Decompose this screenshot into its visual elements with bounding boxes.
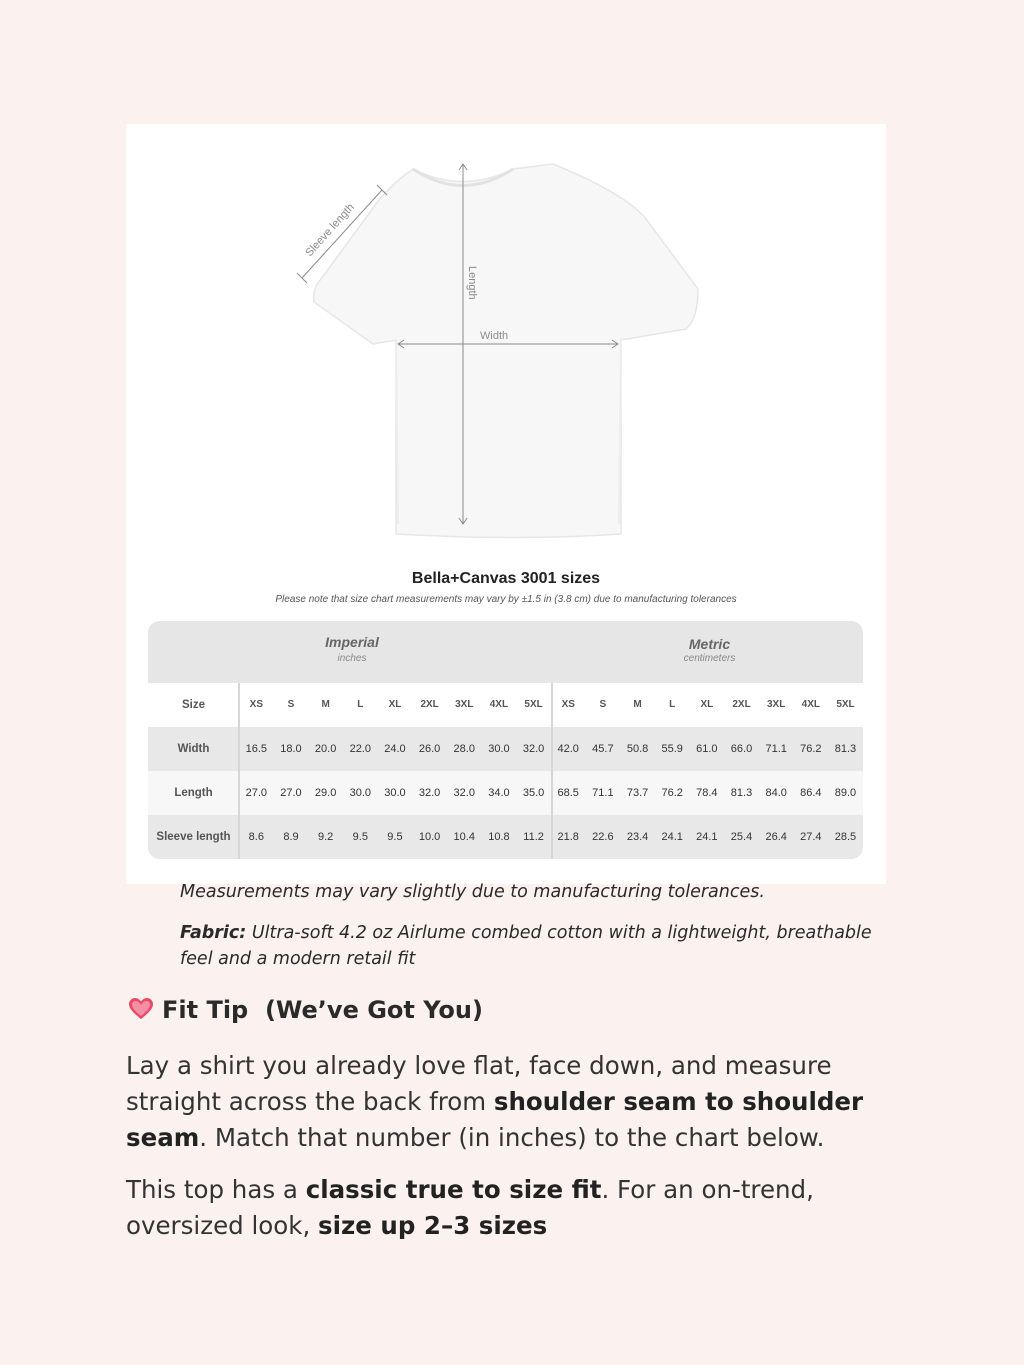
table-cell: 89.0	[834, 787, 857, 799]
table-cell: 32.0	[418, 787, 441, 799]
size-header-row	[148, 683, 863, 727]
table-cell: 10.4	[453, 831, 475, 843]
chart-note: Please note that size chart measurements may vary by ±1.5 in (3.8 cm) due to manufacturing tolerances	[275, 594, 737, 605]
metric-header	[556, 621, 863, 683]
table-cell: M	[633, 699, 642, 710]
table-cell: XL	[700, 699, 714, 710]
length-label: Length	[466, 266, 478, 300]
sleeve-length-label: Sleeve length	[303, 201, 357, 260]
table-cell: 28.5	[834, 831, 857, 843]
table-cell: 34.0	[488, 787, 510, 799]
table-cell: 18.0	[280, 743, 302, 755]
tshirt-diagram	[126, 124, 886, 554]
emphasis-text: shoulder seam to shoulder seam	[126, 1087, 864, 1152]
table-row	[148, 815, 863, 859]
table-cell: 5XL	[524, 699, 543, 710]
table-cell: 8.9	[283, 831, 299, 843]
table-cell: XL	[388, 699, 402, 710]
table-cell: 3XL	[767, 699, 786, 710]
table-cell: 24.1	[696, 831, 718, 843]
table-cell: 27.0	[280, 787, 302, 799]
metric-title: Metric	[688, 636, 731, 652]
table-cell: 27.4	[800, 831, 822, 843]
table-cell: 30.0	[384, 787, 406, 799]
table-cell: 32.0	[522, 743, 545, 755]
fit-tip-paragraph-1	[126, 1048, 916, 1156]
table-cell: S	[599, 699, 607, 710]
emphasis-text: size up 2–3 sizes	[318, 1211, 548, 1240]
table-cell: 2XL	[732, 699, 751, 710]
table-cell: 55.9	[661, 743, 683, 755]
table-cell: 30.0	[349, 787, 371, 799]
table-cell: 61.0	[696, 743, 718, 755]
table-cell: 29.0	[314, 787, 337, 799]
text-segment: . For an on-trend, oversized look,	[126, 1175, 814, 1240]
fabric-text: Ultra-soft 4.2 oz Airlume combed cotton with a lightweight, breathable feel and a modern retail fit	[180, 923, 872, 969]
column-divider	[238, 683, 240, 859]
table-cell: 22.0	[349, 743, 371, 755]
table-cell: 24.1	[661, 831, 683, 843]
table-cell: 10.0	[418, 831, 441, 843]
text-segment: Lay a shirt you already love flat, face down, and measure straight across the back from	[126, 1051, 832, 1116]
table-cell: 24.0	[384, 743, 406, 755]
table-cell: 26.4	[765, 831, 787, 843]
table-cell: 73.7	[626, 787, 649, 799]
fabric-label: Fabric:	[180, 923, 247, 943]
heart-icon	[128, 997, 154, 1021]
table-cell: 86.4	[800, 787, 822, 799]
table-cell: 45.7	[592, 743, 614, 755]
imperial-unit: inches	[337, 653, 367, 664]
table-cell: 25.4	[730, 831, 753, 843]
metric-unit: centimeters	[683, 653, 736, 664]
table-cell: 5XL	[836, 699, 855, 710]
table-cell: XS	[249, 699, 263, 710]
table-cell: 23.4	[626, 831, 649, 843]
table-cell: 4XL	[801, 699, 820, 710]
imperial-title: Imperial	[325, 634, 379, 650]
table-cell: 30.0	[488, 743, 510, 755]
row-label: Length	[174, 787, 213, 799]
table-cell: 68.5	[557, 787, 579, 799]
table-cell: 78.4	[696, 787, 718, 799]
table-cell: 9.5	[387, 831, 403, 843]
row-label: Width	[177, 743, 210, 755]
fit-tip-heading	[128, 996, 483, 1024]
row-label: Size	[181, 699, 205, 711]
table-cell: 81.3	[730, 787, 753, 799]
table-cell: 84.0	[765, 787, 787, 799]
text-segment: This top has a	[126, 1175, 306, 1204]
fit-tip-paragraph-2	[126, 1172, 916, 1244]
text-segment: . Match that number (in inches) to the chart below.	[199, 1123, 825, 1152]
table-cell: S	[287, 699, 295, 710]
table-cell: 10.8	[488, 831, 510, 843]
table-row	[148, 727, 863, 771]
fit-tip-heading-text: Fit Tip (We’ve Got You)	[162, 996, 483, 1024]
table-cell: 8.6	[248, 831, 264, 843]
fabric-description	[180, 920, 880, 972]
table-cell: 71.1	[592, 787, 614, 799]
table-cell: 21.8	[557, 831, 579, 843]
table-cell: 22.6	[592, 831, 614, 843]
tolerance-caption: Measurements may vary slightly due to manufacturing tolerances.	[180, 882, 765, 902]
table-cell: 28.0	[453, 743, 475, 755]
table-cell: 16.5	[245, 743, 268, 755]
width-label: Width	[480, 330, 509, 342]
chart-title: Bella+Canvas 3001 sizes	[411, 570, 601, 587]
emphasis-text: classic true to size fit	[305, 1175, 602, 1204]
table-cell: 50.8	[626, 743, 649, 755]
table-cell: 35.0	[522, 787, 545, 799]
table-cell: 76.2	[800, 743, 822, 755]
table-cell: L	[669, 699, 676, 710]
table-cell: 42.0	[557, 743, 579, 755]
table-cell: M	[321, 699, 330, 710]
table-cell: 76.2	[661, 787, 683, 799]
table-cell: 66.0	[730, 743, 753, 755]
table-cell: 3XL	[455, 699, 474, 710]
size-chart-image	[126, 124, 886, 884]
table-cell: 81.3	[834, 743, 857, 755]
table-row	[148, 771, 863, 815]
row-label: Sleeve length	[156, 831, 231, 843]
table-cell: 26.0	[418, 743, 441, 755]
table-cell: 11.2	[523, 831, 544, 843]
table-cell: L	[357, 699, 364, 710]
table-cell: XS	[561, 699, 575, 710]
table-cell: 9.5	[352, 831, 368, 843]
size-table	[148, 621, 863, 859]
imperial-header	[148, 621, 556, 683]
table-cell: 4XL	[489, 699, 509, 710]
table-cell: 20.0	[314, 743, 337, 755]
table-cell: 27.0	[245, 787, 268, 799]
table-cell: 71.1	[765, 743, 787, 755]
table-cell: 2XL	[420, 699, 439, 710]
table-cell: 32.0	[453, 787, 475, 799]
tshirt-shape	[314, 164, 698, 538]
table-cell: 9.2	[317, 831, 334, 843]
column-divider	[551, 683, 553, 859]
